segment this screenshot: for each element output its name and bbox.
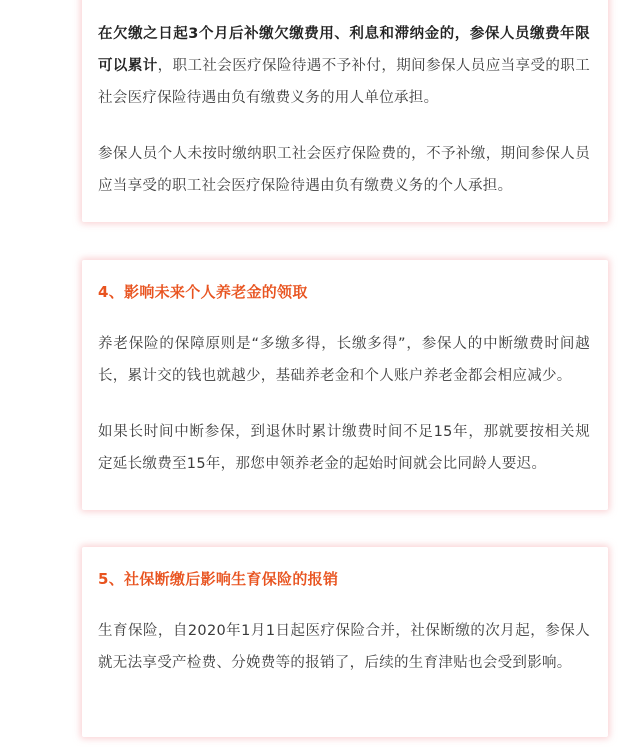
paragraph-maternity-insurance — [98, 615, 590, 679]
paragraph-text: 如果长时间中断参保，到退休时累计缴费时间不足15年，那就要按相关规定延长缴费至15年，那您申领养老金的起始时间就会比同龄人要迟。 — [98, 424, 590, 472]
paragraph-individual-arrears — [98, 138, 590, 202]
section-heading-pension: 4、影响未来个人养老金的领取 — [98, 283, 308, 301]
section-card-pension — [82, 260, 608, 510]
paragraph-text: 养老保险的保障原则是“多缴多得，长缴多得”，参保人的中断缴费时间越长，累计交的钱也就越少，基础养老金和个人账户养老金都会相应减少。 — [98, 336, 590, 384]
paragraph-repayment-rule — [98, 18, 590, 114]
paragraph-pension-principle — [98, 328, 590, 392]
paragraph-text: ，职工社会医疗保险待遇不予补付，期间参保人员应当享受的职工社会医疗保险待遇由负有缴费义务的用人单位承担。 — [98, 58, 590, 106]
paragraph-text: 参保人员个人未按时缴纳职工社会医疗保险费的，不予补缴，期间参保人员应当享受的职工社会医疗保险待遇由负有缴费义务的个人承担。 — [98, 146, 590, 194]
section-card-maternity — [82, 547, 608, 737]
section-card-insurance-arrears — [82, 0, 608, 222]
section-heading-maternity: 5、社保断缴后影响生育保险的报销 — [98, 570, 339, 588]
emphasis-text: 在欠缴之日起3个月后补缴欠缴费用、利息和滞纳金的，参保人员缴费年限可以累计 — [98, 26, 590, 74]
paragraph-text: 生育保险，自2020年1月1日起医疗保险合并，社保断缴的次月起，参保人就无法享受产检费、分娩费等的报销了，后续的生育津贴也会受到影响。 — [98, 623, 590, 671]
paragraph-pension-delay — [98, 416, 590, 480]
